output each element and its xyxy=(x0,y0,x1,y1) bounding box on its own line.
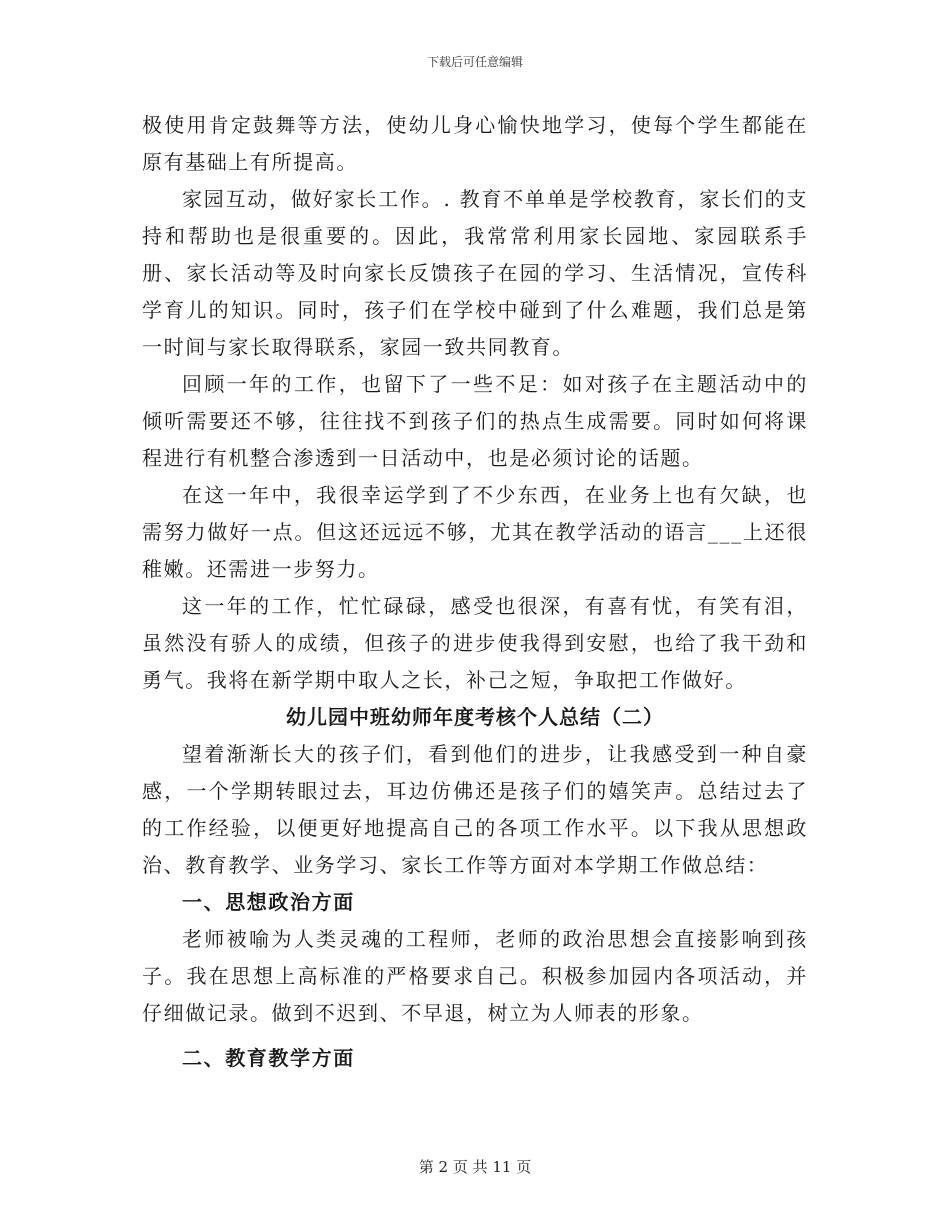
paragraph-continuation: 极使用肯定鼓舞等方法，使幼儿身心愉快地学习，使每个学生都能在原有基础上有所提高。 xyxy=(142,113,808,174)
page-number: 第 2 页 共 11 页 xyxy=(418,1158,532,1176)
paragraph-intro: 望着渐渐长大的孩子们，看到他们的进步，让我感受到一种自豪感，一个学期转眼过去，耳边仿佛还是孩子们的嬉笑声。总结过去了的工作经验，以便更好地提高自己的各项工作水平。以下我从思想政治、教育教学、业务学习、家长工作等方面对本学期工作做总结： xyxy=(142,742,808,877)
paragraph-learning: 在这一年中，我很幸运学到了不少东西，在业务上也有欠缺，也需努力做好一点。但这还远远不够，尤其在教学活动的语言___上还很稚嫩。还需进一步努力。 xyxy=(142,483,808,581)
paragraph-review: 回顾一年的工作，也留下了一些不足：如对孩子在主题活动中的倾听需要还不够，往往找不到孩子们的热点生成需要。同时如何将课程进行有机整合渗透到一日活动中，也是必须讨论的话题。 xyxy=(142,372,808,470)
heading-teaching: 二、教育教学方面 xyxy=(182,1046,355,1070)
section-title: 幼儿园中班幼师年度考核个人总结（二） xyxy=(286,705,664,729)
paragraph-home-school: 家园互动，做好家长工作。. 教育不单单是学校教育，家长们的支持和帮助也是很重要的。因此，我常常利用家长园地、家园联系手册、家长活动等及时向家长反馈孩子在园的学习、生活情况，宣传科学育儿的知识。同时，孩子们在学校中碰到了什么难题，我们总是第一时间与家长取得联系，家园一致共同教育。 xyxy=(142,187,808,359)
heading-political: 一、思想政治方面 xyxy=(182,890,355,914)
paragraph-political: 老师被喻为人类灵魂的工程师，老师的政治思想会直接影响到孩子。我在思想上高标准的严格要求自己。积极参加园内各项活动，并仔细做记录。做到不迟到、不早退，树立为人师表的形象。 xyxy=(142,927,808,1025)
header-note: 下载后可任意编辑 xyxy=(426,55,523,69)
document-body xyxy=(142,107,808,1077)
paragraph-conclusion: 这一年的工作，忙忙碌碌，感受也很深，有喜有忧，有笑有泪，虽然没有骄人的成绩，但孩子的进步使我得到安慰，也给了我干劲和勇气。我将在新学期中取人之长，补己之短，争取把工作做好。 xyxy=(142,594,808,692)
